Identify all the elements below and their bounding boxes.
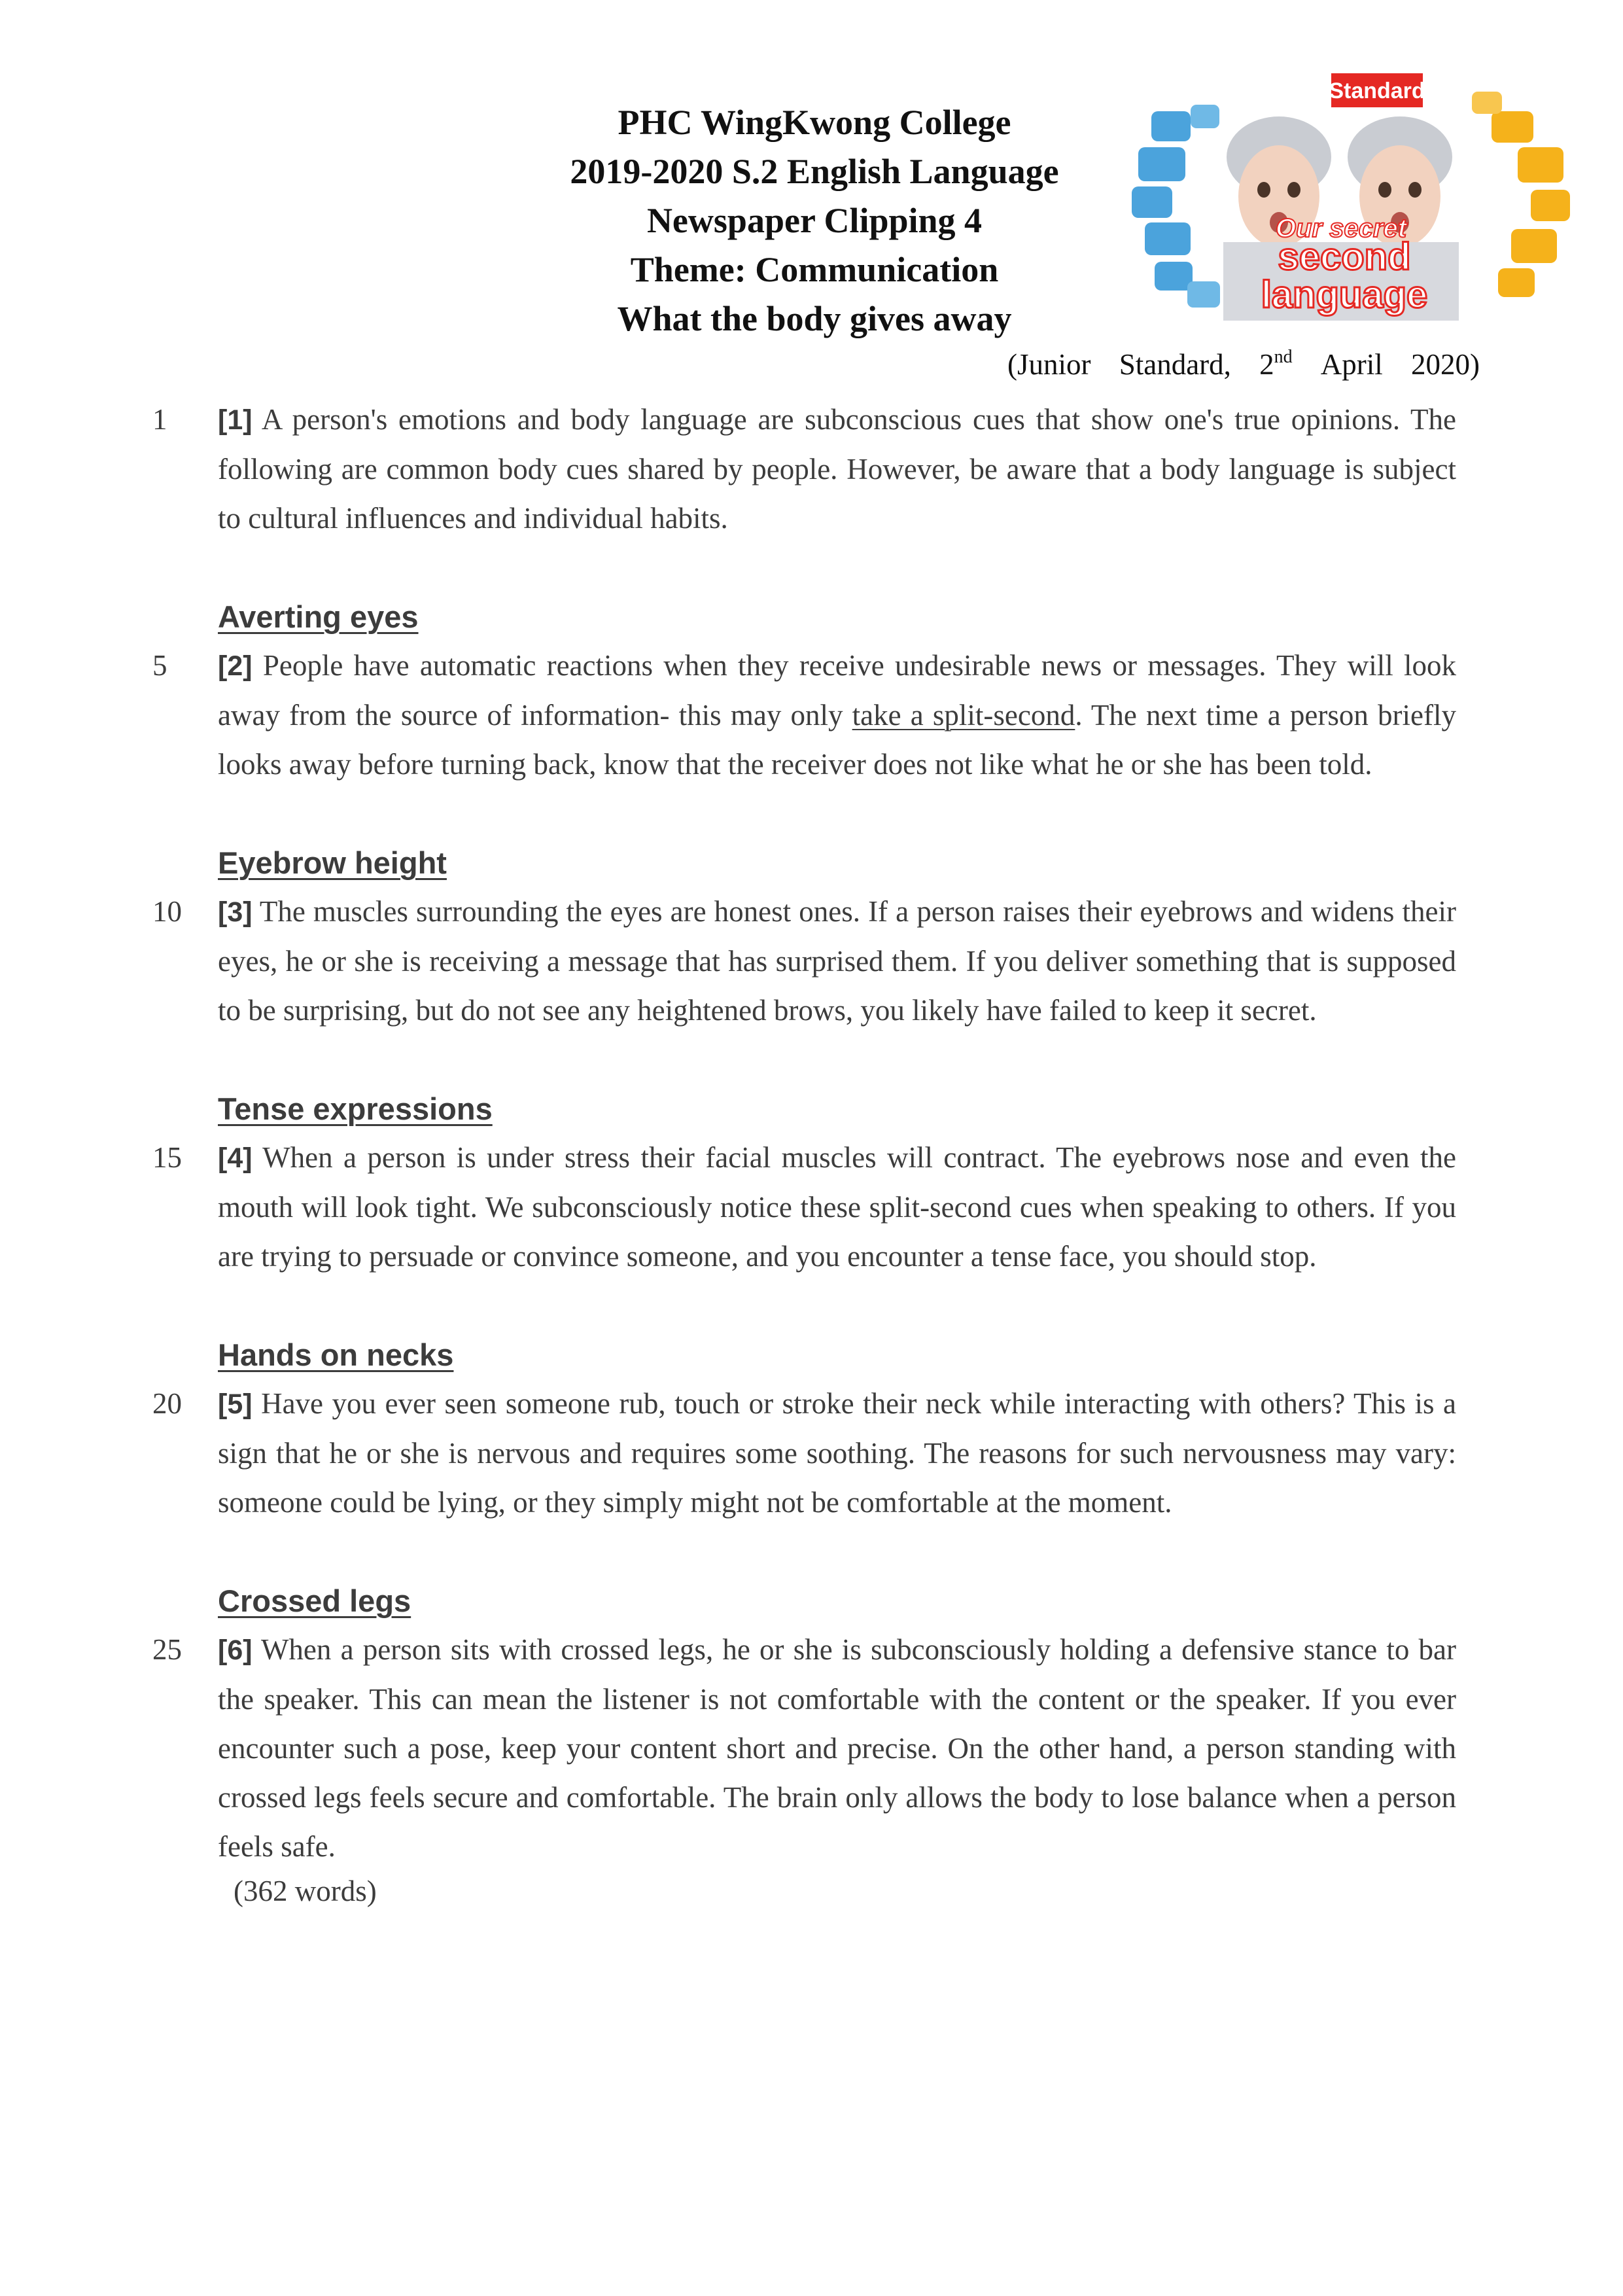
section-heading-averting-eyes: Averting eyes <box>218 599 419 634</box>
theme-line: Theme: Communication <box>630 250 999 289</box>
paragraph-text: [2] People have automatic reactions when they receive undesirable news or messages. They will look away from the source of information- this may only take a split-second. The next time a person briefly looks away before turning back, know that the receiver does not like what he or she has been told. <box>218 649 1457 781</box>
source-part-2: Standard, <box>1119 348 1231 381</box>
line-number: 20 <box>152 1387 182 1420</box>
paragraph-tag: [2] <box>218 650 253 682</box>
paragraph-5 <box>0 1379 1623 1527</box>
section-heading-tense-expressions: Tense expressions <box>218 1091 493 1126</box>
paragraph-text: [6] When a person sits with crossed legs, he or she is subconsciously holding a defensive stance to bar the speaker. This can mean the listener is not comfortable with the content or the speaker. If you ever encounter such a pose, keep your content short and precise. On the other hand, a person standing with crossed legs feels secure and comfortable. The brain only allows the body to lose balance when a person feels safe. <box>218 1633 1457 1863</box>
underlined-phrase: take a split-second <box>852 699 1075 732</box>
brand-logo-text: Standard <box>1329 79 1425 103</box>
paragraph-3 <box>0 887 1623 1035</box>
source-part-1: (Junior <box>1007 348 1091 381</box>
line-number: 1 <box>152 403 167 436</box>
line-number: 5 <box>152 649 167 682</box>
source-year: 2020) <box>1410 348 1480 381</box>
column-banner-image <box>1125 65 1577 321</box>
paragraph-1 <box>0 395 1623 543</box>
course-title: 2019-2020 S.2 English Language <box>570 152 1059 191</box>
banner-illustration <box>1125 65 1577 321</box>
paragraph-tag: [1] <box>218 404 253 436</box>
section-heading-hands-on-necks: Hands on necks <box>218 1337 454 1372</box>
paragraph-6 <box>0 1625 1623 1871</box>
school-name: PHC WingKwong College <box>618 103 1011 142</box>
paragraph-tag: [5] <box>218 1388 253 1420</box>
source-month: April <box>1320 348 1383 381</box>
paragraph-tag: [3] <box>218 896 253 928</box>
article-title: What the body gives away <box>617 299 1012 338</box>
banner-line-1: Our secret <box>1275 214 1407 243</box>
paragraph-text: [1] A person's emotions and body language are subconscious cues that show one's true opinions. The following are common body cues shared by people. However, be aware that a body language is subject to cultural influences and individual habits. <box>218 403 1456 535</box>
banner-line-3: language <box>1261 274 1428 316</box>
paragraph-tag: [4] <box>218 1142 253 1174</box>
line-number: 10 <box>152 895 182 928</box>
document-header <box>419 98 1210 344</box>
word-count: (362 words) <box>234 1875 377 1907</box>
paragraph-text: [5] Have you ever seen someone rub, touch or stroke their neck while interacting with others? This is a sign that he or she is nervous and requires some soothing. The reasons for such nervousness may vary: someone could be lying, or they simply might not be comfortable at the moment. <box>218 1387 1457 1519</box>
paragraph-4 <box>0 1133 1623 1281</box>
section-heading-eyebrow-height: Eyebrow height <box>218 845 447 880</box>
section-heading-crossed-legs: Crossed legs <box>218 1583 411 1618</box>
banner-line-2: second <box>1278 236 1411 278</box>
article-body <box>0 395 1623 1911</box>
paragraph-2 <box>0 641 1623 789</box>
paragraph-text: [4] When a person is under stress their facial muscles will contract. The eyebrows nose and even the mouth will look tight. We subconsciously notice these split-second cues when speaking to others. If you are trying to persuade or convince someone, and you encounter a tense face, you should stop. <box>218 1141 1456 1273</box>
line-number: 15 <box>152 1141 182 1174</box>
line-number: 25 <box>152 1633 182 1666</box>
paragraph-text: [3] The muscles surrounding the eyes are honest ones. If a person raises their eyebrows and widens their eyes, he or she is receiving a message that has surprised them. If you deliver something that is supposed to be surprising, but do not see any heightened brows, you likely have failed to keep it secret. <box>218 895 1456 1027</box>
source-date-day: 2nd <box>1259 347 1293 381</box>
clipping-number: Newspaper Clipping 4 <box>646 201 983 240</box>
paragraph-tag: [6] <box>218 1634 253 1666</box>
source-citation <box>1007 345 1480 384</box>
